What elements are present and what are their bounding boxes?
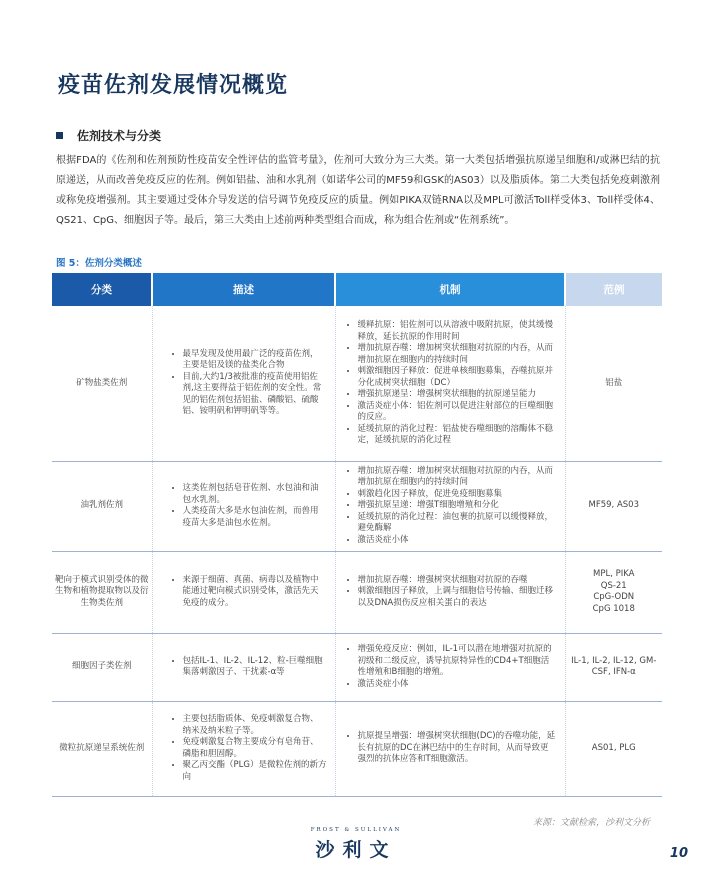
example-line: MF59, AS03 xyxy=(588,500,639,511)
list-item: • 增加抗原吞噬：增强树突状细胞对抗原的吞噬 xyxy=(358,575,557,587)
row-category: 细胞因子类佐剂 xyxy=(52,633,152,701)
list-item: • 激活炎症小体：铝佐剂可以促进注射部位的巨噬细胞的反应。 xyxy=(358,401,557,424)
list-item: • 刺激趋化因子释放，促进免疫细胞募集 xyxy=(358,489,557,501)
table-row xyxy=(52,461,662,551)
row-example xyxy=(565,633,662,701)
list-item: • 包括IL-1、IL-2、IL-12、粒-巨噬细胞集落刺激因子、干扰素-α等 xyxy=(183,656,327,679)
list-item: • 目前,大约1/3被批准的疫苗使用铝佐剂,这主要得益于铝佐剂的安全性。常见的铝佐剂包括铝盐、磷酸铝、硫酸铝、铵明矾和钾明矾等等。 xyxy=(183,372,327,418)
table-row xyxy=(52,701,662,796)
list-item: • 激活炎症小体 xyxy=(358,535,557,547)
list-item: • 增加抗原吞噬：增加树突状细胞对抗原的内吞，从而增加抗原在细胞内的持续时间 xyxy=(358,466,557,489)
row-category: 靶向于模式识别受体的微生物和植物提取物以及衍生物类佐剂 xyxy=(52,551,152,633)
header-category: 分类 xyxy=(52,273,152,306)
row-mechanism xyxy=(335,306,565,461)
row-description xyxy=(152,701,335,796)
list-item: • 最早发现及使用最广泛的疫苗佐剂，主要是铝及镁的盐类化合物 xyxy=(183,349,327,372)
example-line: CpG 1018 xyxy=(592,603,635,614)
list-item: • 免疫刺激复合物主要成分有皂角苷、磷脂和胆固醇。 xyxy=(183,737,327,760)
row-mechanism xyxy=(335,461,565,551)
logo-chinese-text: 沙利文 xyxy=(315,839,397,861)
list-item: • 缓释抗原：铝佐剂可以从溶液中吸附抗原，使其缓慢释放，延长抗原的作用时间 xyxy=(358,320,557,343)
header-description: 描述 xyxy=(152,273,335,306)
list-item: • 增强免疫反应：例如，IL-1可以潜在地增强对抗原的初级和二级反应，诱导抗原特异性的CD4+T细胞活性增殖和B细胞的增殖。 xyxy=(358,644,557,679)
figure-caption: 图 5：佐剂分类概述 xyxy=(56,258,142,269)
table-row xyxy=(52,633,662,701)
list-item: • 增强抗原递呈：增强树突状细胞的抗原递呈能力 xyxy=(358,389,557,401)
source-note: 来源：文献检索，沙利文分析 xyxy=(532,818,650,828)
list-item: • 刺激细胞因子释放，上调与细胞信号传输、细胞迁移以及DNA损伤反应相关蛋白的表达 xyxy=(358,586,557,609)
example-line: AS01, PLG xyxy=(591,742,636,753)
list-item: • 刺激细胞因子释放：促进单核细胞募集，吞噬抗原并分化成树突状细胞（DC） xyxy=(358,366,557,389)
row-example xyxy=(565,701,662,796)
list-item: • 延缓抗原的消化过程：铝盐使吞噬细胞的溶酶体不稳定，延缓抗原的消化过程 xyxy=(358,424,557,447)
list-item: • 增加抗原吞噬：增加树突状细胞对抗原的内吞，从而增加抗原在细胞内的持续时间 xyxy=(358,343,557,366)
header-example: 范例 xyxy=(565,273,662,306)
list-item: • 延缓抗原的消化过程：油包裹的抗原可以缓慢释放，避免酶解 xyxy=(358,512,557,535)
list-item: • 激活炎症小体 xyxy=(358,679,557,691)
list-item: • 增强抗原呈递：增强T细胞增殖和分化 xyxy=(358,500,557,512)
list-item: • 聚乙丙交酯（PLG）是微粒佐剂的新方向 xyxy=(183,760,327,783)
page-number: 10 xyxy=(669,846,688,861)
frost-sullivan-logo xyxy=(300,827,412,862)
example-line: CpG-ODN xyxy=(593,592,635,602)
intro-paragraph: 根据FDA的《佐剂和佐剂预防性疫苗安全性评估的监管考量》，佐剂可大致分为三大类。第一大类包括增强抗原递呈细胞和/或淋巴结的抗原递送，从而改善免疫反应的佐剂。例如铝盐、油和水乳剂（如诺华公司的MF59和GSK的AS03）以及脂质体。第二大类包括免疫刺激剂或称免疫增强剂。其主要通过受体介导发送的信号调节免疫反应的质量。例如PIKA双链RNA以及MPL可激活Toll样受体3、Toll样受体4、QS21、CpG、细胞因子等。最后，第三大类由上述前两种类型组合而成，称为组合佐剂或“佐剂系统”。 xyxy=(56,155,660,226)
row-description xyxy=(152,551,335,633)
row-example xyxy=(565,461,662,551)
row-example xyxy=(565,306,662,461)
table-row xyxy=(52,551,662,633)
page-title: 疫苗佐剂发展情况概览 xyxy=(58,73,289,98)
list-item: • 来源于细菌、真菌、病毒以及植物中能通过靶向模式识别受体，激活先天免疫的成分。 xyxy=(183,575,327,610)
section-heading-text: 佐剂技术与分类 xyxy=(77,129,162,143)
adjuvant-classification-table xyxy=(52,273,662,797)
section-heading xyxy=(56,127,161,144)
list-item: • 主要包括脂质体、免疫刺激复合物、纳米及纳米粒子等。 xyxy=(183,714,327,737)
row-description xyxy=(152,306,335,461)
example-line: QS-21 xyxy=(600,580,627,591)
header-mechanism: 机制 xyxy=(335,273,565,306)
row-category: 油乳剂佐剂 xyxy=(52,461,152,551)
example-line: IL-1, IL-2, IL-12, GM-CSF, IFN-α xyxy=(571,655,657,677)
row-category: 微粒抗原递呈系统佐剂 xyxy=(52,701,152,796)
row-mechanism xyxy=(335,701,565,796)
row-mechanism xyxy=(335,633,565,701)
example-line: MPL, PIKA xyxy=(593,569,635,579)
list-item: • 人类疫苗大多是水包油佐剂，而兽用疫苗大多是油包水佐剂。 xyxy=(183,506,327,529)
row-mechanism xyxy=(335,551,565,633)
list-item: • 抗原提呈增强：增强树突状细胞(DC)的吞噬功能，延长有抗原的DC在淋巴结中的生存时间，从而导致更强烈的抗体应答和T细胞激活。 xyxy=(358,731,557,766)
row-description xyxy=(152,461,335,551)
table-row xyxy=(52,306,662,461)
row-description xyxy=(152,633,335,701)
row-example xyxy=(565,551,662,633)
example-line: 铝盐 xyxy=(605,377,623,388)
table-header-row xyxy=(52,273,662,306)
list-item: • 这类佐剂包括皂苷佐剂、水包油和油包水乳剂。 xyxy=(183,483,327,506)
logo-english-text: FROST & SULLIVAN xyxy=(310,827,402,833)
row-category: 矿物盐类佐剂 xyxy=(52,306,152,461)
square-bullet-icon xyxy=(56,132,63,139)
